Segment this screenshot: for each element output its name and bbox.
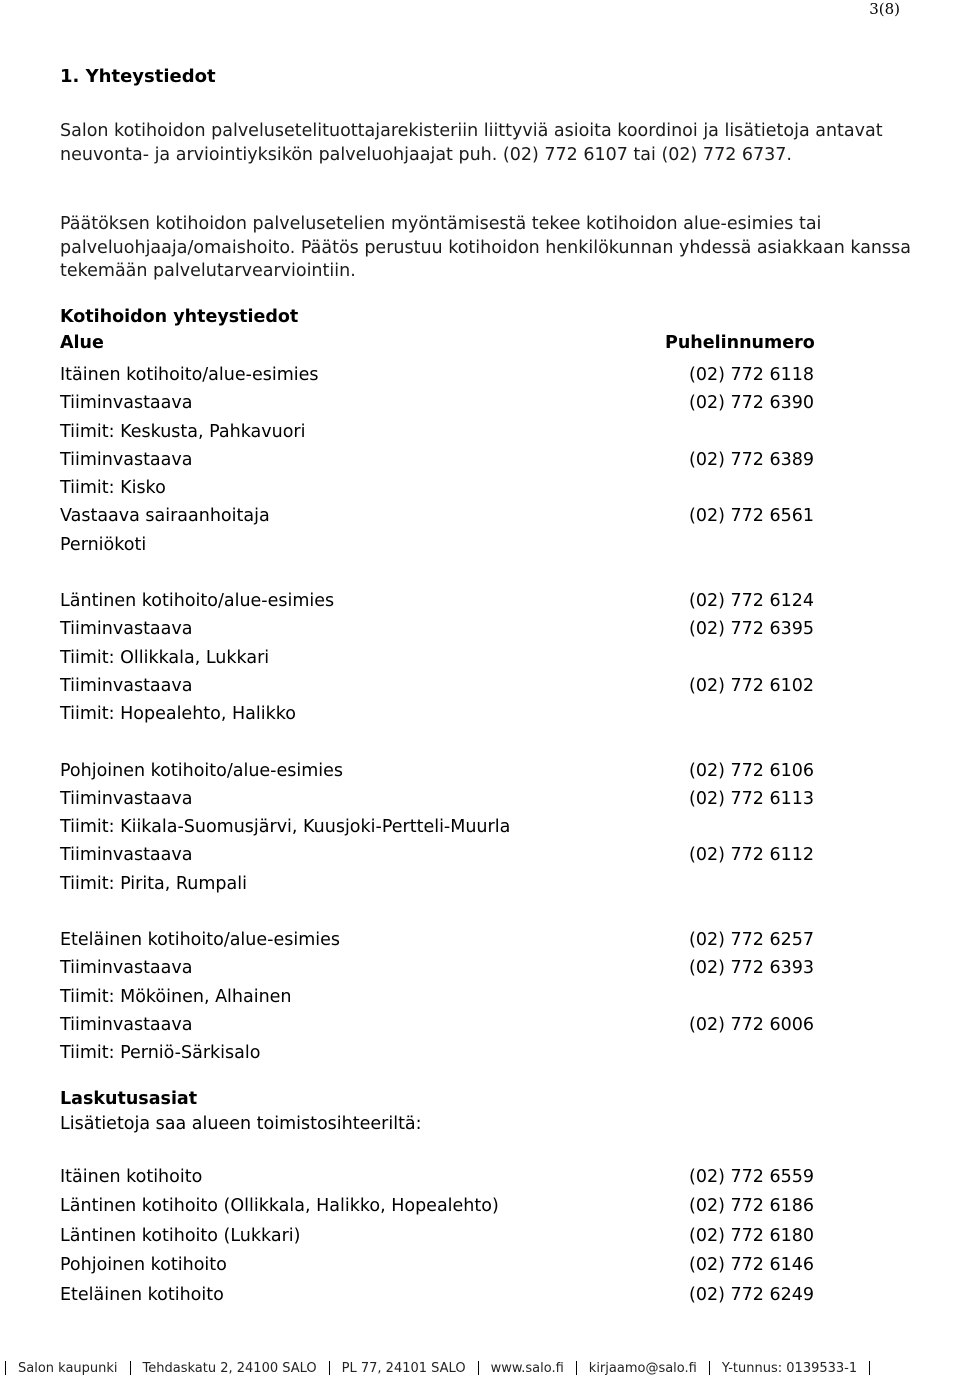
group-spacer [60, 728, 940, 756]
contact-label: Tiiminvastaava [60, 1014, 193, 1035]
contact-phone: (02) 772 6102 [689, 675, 814, 696]
contact-label: Tiiminvastaava [60, 788, 193, 809]
footer-separator [130, 1361, 131, 1375]
group-spacer [60, 898, 940, 926]
contact-row [60, 418, 940, 446]
contact-row [60, 700, 940, 728]
contact-label: Eteläinen kotihoito/alue-esimies [60, 930, 341, 950]
contact-phone: (02) 772 6006 [689, 1014, 814, 1035]
billing-label: Läntinen kotihoito (Ollikkala, Halikko, Hopealehto) [60, 1196, 499, 1217]
footer-email[interactable]: kirjaamo@salo.fi [588, 1360, 697, 1376]
contact-row [60, 531, 940, 559]
contact-phone: (02) 772 6390 [689, 393, 814, 414]
billing-phone: (02) 772 6186 [689, 1196, 814, 1217]
contact-row [60, 983, 940, 1011]
group-spacer [60, 559, 940, 587]
contact-label: Tiiminvastaava [60, 393, 193, 414]
contact-label: Tiiminvastaava [60, 845, 193, 866]
contact-phone: (02) 772 6113 [689, 788, 814, 809]
footer-website[interactable]: www.salo.fi [490, 1360, 564, 1376]
billing-label: Läntinen kotihoito (Lukkari) [60, 1225, 301, 1246]
contact-row [60, 926, 940, 954]
footer-separator [329, 1361, 330, 1375]
billing-label: Itäinen kotihoito [60, 1167, 203, 1187]
contact-label: Vastaava sairaanhoitaja [60, 506, 270, 527]
billing-label: Eteläinen kotihoito [60, 1284, 224, 1305]
contact-label: Tiiminvastaava [60, 619, 193, 640]
contact-row [60, 644, 940, 672]
contact-phone: (02) 772 6118 [689, 365, 814, 385]
billing-intro: Lisätietoja saa alueen toimistosihteeriltä: [60, 1114, 422, 1134]
footer-po-box: PL 77, 24101 SALO [341, 1360, 466, 1376]
contact-label: Tiimit: Hopealehto, Halikko [60, 704, 296, 724]
page-footer [0, 1358, 960, 1378]
contact-label: Tiimit: Kiikala-Suomusjärvi, Kuusjoki-Pertteli-Muurla [60, 817, 511, 837]
contact-phone: (02) 772 6393 [689, 958, 814, 979]
contact-row [60, 757, 940, 785]
billing-row [60, 1222, 940, 1251]
column-header-area: Alue [60, 333, 104, 353]
contact-label: Tiimit: Kisko [60, 478, 166, 498]
contact-label: Tiimit: Ollikkala, Lukkari [60, 647, 270, 668]
contact-row [60, 841, 940, 869]
billing-row [60, 1281, 940, 1310]
decision-paragraph: Päätöksen kotihoidon palvelusetelien myöntämisestä tekee kotihoidon alue-esimies tai palveluohjaaja/omaishoito. Päätös perustuu kotihoidon henkilökunnan yhdessä asiakkaan kanssa tekemään palvelutarvearviointiin. [60, 214, 911, 281]
billing-row [60, 1192, 940, 1221]
contact-row [60, 870, 940, 898]
contact-row [60, 785, 940, 813]
billing-phone: (02) 772 6180 [689, 1225, 814, 1246]
contact-phone: (02) 772 6395 [689, 619, 814, 640]
contact-row [60, 361, 940, 389]
contact-row [60, 954, 940, 982]
footer-separator [576, 1361, 577, 1375]
column-header-phone: Puhelinnumero [665, 333, 815, 353]
contact-row [60, 389, 940, 417]
billing-list [60, 1163, 940, 1310]
contact-row [60, 615, 940, 643]
contact-row [60, 474, 940, 502]
contact-phone: (02) 772 6389 [689, 449, 814, 470]
contact-label: Tiiminvastaava [60, 675, 193, 696]
section-heading: 1. Yhteystiedot [60, 66, 216, 87]
contact-label: Itäinen kotihoito/alue-esimies [60, 365, 319, 385]
billing-phone: (02) 772 6249 [689, 1284, 814, 1305]
contact-row [60, 1039, 940, 1067]
contact-label: Tiimit: Keskusta, Pahkavuori [60, 421, 306, 442]
contact-label: Tiimit: Pirita, Rumpali [60, 873, 247, 894]
contact-phone: (02) 772 6106 [689, 760, 814, 781]
footer-separator [869, 1361, 870, 1375]
billing-title: Laskutusasiat [60, 1089, 198, 1109]
contact-label: Tiimit: Perniö-Särkisalo [60, 1043, 261, 1063]
contact-label: Tiiminvastaava [60, 449, 193, 470]
contact-phone: (02) 772 6257 [689, 930, 814, 950]
page-number: 3(8) [869, 0, 900, 18]
contacts-title: Kotihoidon yhteystiedot [60, 307, 299, 327]
contact-phone: (02) 772 6112 [689, 845, 814, 866]
contact-label: Perniökoti [60, 534, 147, 555]
contact-label: Tiimit: Mököinen, Alhainen [60, 986, 292, 1007]
footer-street-address: Tehdaskatu 2, 24100 SALO [142, 1360, 317, 1376]
billing-phone: (02) 772 6146 [689, 1255, 814, 1276]
intro-paragraph: Salon kotihoidon palvelusetelituottajarekisteriin liittyviä asioita koordinoi ja lisätietoja antavat neuvonta- ja arviointiyksikön palveluohjaajat puh. (02) 772 6107 tai (02) 772 6737. [60, 121, 883, 165]
contact-row [60, 672, 940, 700]
contact-label: Tiiminvastaava [60, 958, 193, 979]
contact-label: Läntinen kotihoito/alue-esimies [60, 591, 335, 611]
footer-org: Salon kaupunki [18, 1360, 118, 1376]
billing-phone: (02) 772 6559 [689, 1167, 814, 1187]
billing-row [60, 1251, 940, 1280]
contact-row [60, 813, 940, 841]
contact-row [60, 446, 940, 474]
billing-label: Pohjoinen kotihoito [60, 1255, 227, 1276]
footer-separator [5, 1361, 6, 1375]
contact-row [60, 587, 940, 615]
contact-phone: (02) 772 6124 [689, 591, 814, 611]
footer-business-id: Y-tunnus: 0139533-1 [721, 1360, 858, 1376]
contact-phone: (02) 772 6561 [689, 506, 814, 527]
billing-row [60, 1163, 940, 1192]
footer-separator [709, 1361, 710, 1375]
contact-row [60, 1011, 940, 1039]
contact-label: Pohjoinen kotihoito/alue-esimies [60, 760, 344, 781]
footer-separator [478, 1361, 479, 1375]
contacts-list [60, 361, 940, 1067]
contact-row [60, 502, 940, 530]
